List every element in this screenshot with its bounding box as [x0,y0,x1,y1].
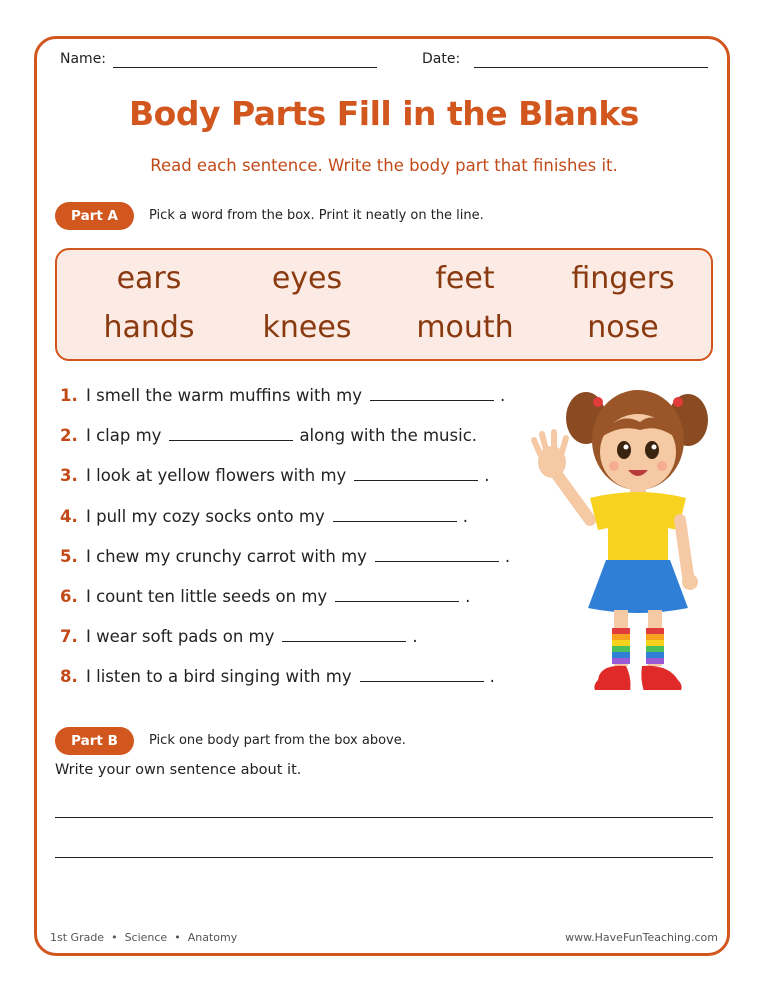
part-b-instruction: Pick one body part from the box above. [149,733,406,748]
question-row [60,667,495,686]
question-text: I smell the warm muffins with my [86,386,362,405]
question-text: I listen to a bird singing with my [86,667,352,686]
question-row [60,386,505,405]
question-number: 7. [60,627,78,646]
word-bank-item: ears [116,261,182,296]
question-number: 5. [60,547,78,566]
question-text: I wear soft pads on my [86,627,275,646]
answer-blank[interactable] [335,587,459,602]
name-label: Name: [60,51,107,67]
part-b-prompt: Write your own sentence about it. [55,762,302,778]
question-row [60,587,470,606]
answer-blank[interactable] [354,466,478,481]
footer-site: www.HaveFunTeaching.com [565,931,718,944]
question-number: 3. [60,466,78,485]
bullet-separator: • [170,931,185,944]
question-row [60,466,490,485]
word-bank-item: eyes [271,261,343,296]
answer-blank[interactable] [360,667,484,682]
question-text-end: . [484,466,490,485]
word-bank-item: feet [435,261,495,296]
date-label: Date: [422,51,461,67]
footer-grade: 1st Grade [50,931,105,944]
bullet-separator: • [107,931,122,944]
question-row [60,426,477,445]
part-a-badge: Part A [55,202,134,230]
worksheet-title: Body Parts Fill in the Blanks [129,94,639,133]
answer-blank[interactable] [282,627,406,642]
name-line[interactable] [113,66,377,68]
question-row [60,627,418,646]
question-number: 1. [60,386,78,405]
word-bank-item: hands [103,310,195,345]
footer-tags [50,931,237,944]
answer-blank[interactable] [375,547,499,562]
writing-line[interactable] [55,817,713,818]
question-number: 2. [60,426,78,445]
girl-illustration [528,380,713,705]
question-text-end: . [462,507,468,526]
question-number: 6. [60,587,78,606]
answer-blank[interactable] [169,426,293,441]
answer-blank[interactable] [333,507,457,522]
question-text: I count ten little seeds on my [86,587,328,606]
word-bank [55,248,713,361]
question-text-end: . [504,547,511,566]
word-bank-item: fingers [571,261,675,296]
question-text-end: . [489,667,495,686]
question-text-end: . [499,386,506,405]
question-row [60,507,468,526]
date-line[interactable] [474,66,708,68]
question-row [60,547,510,566]
question-text: I pull my cozy socks onto my [86,507,325,526]
worksheet-subtitle: Read each sentence. Write the body part that finishes it. [150,156,618,175]
question-text-end: . [465,587,471,606]
writing-line[interactable] [55,857,713,858]
question-text: I chew my crunchy carrot with my [86,547,367,566]
footer-subject: Science [124,931,168,944]
question-text-end: along with the music. [299,426,478,445]
word-bank-item: nose [587,310,659,345]
question-number: 4. [60,507,78,526]
footer-topic: Anatomy [187,931,238,944]
question-number: 8. [60,667,78,686]
question-text: I clap my [86,426,162,445]
part-b-badge: Part B [55,727,134,755]
part-a-instruction: Pick a word from the box. Print it neatly on the line. [149,208,484,223]
word-bank-item: knees [262,310,352,345]
question-text-end: . [412,627,418,646]
answer-blank[interactable] [370,386,494,401]
word-bank-item: mouth [416,310,514,345]
question-text: I look at yellow flowers with my [86,466,347,485]
